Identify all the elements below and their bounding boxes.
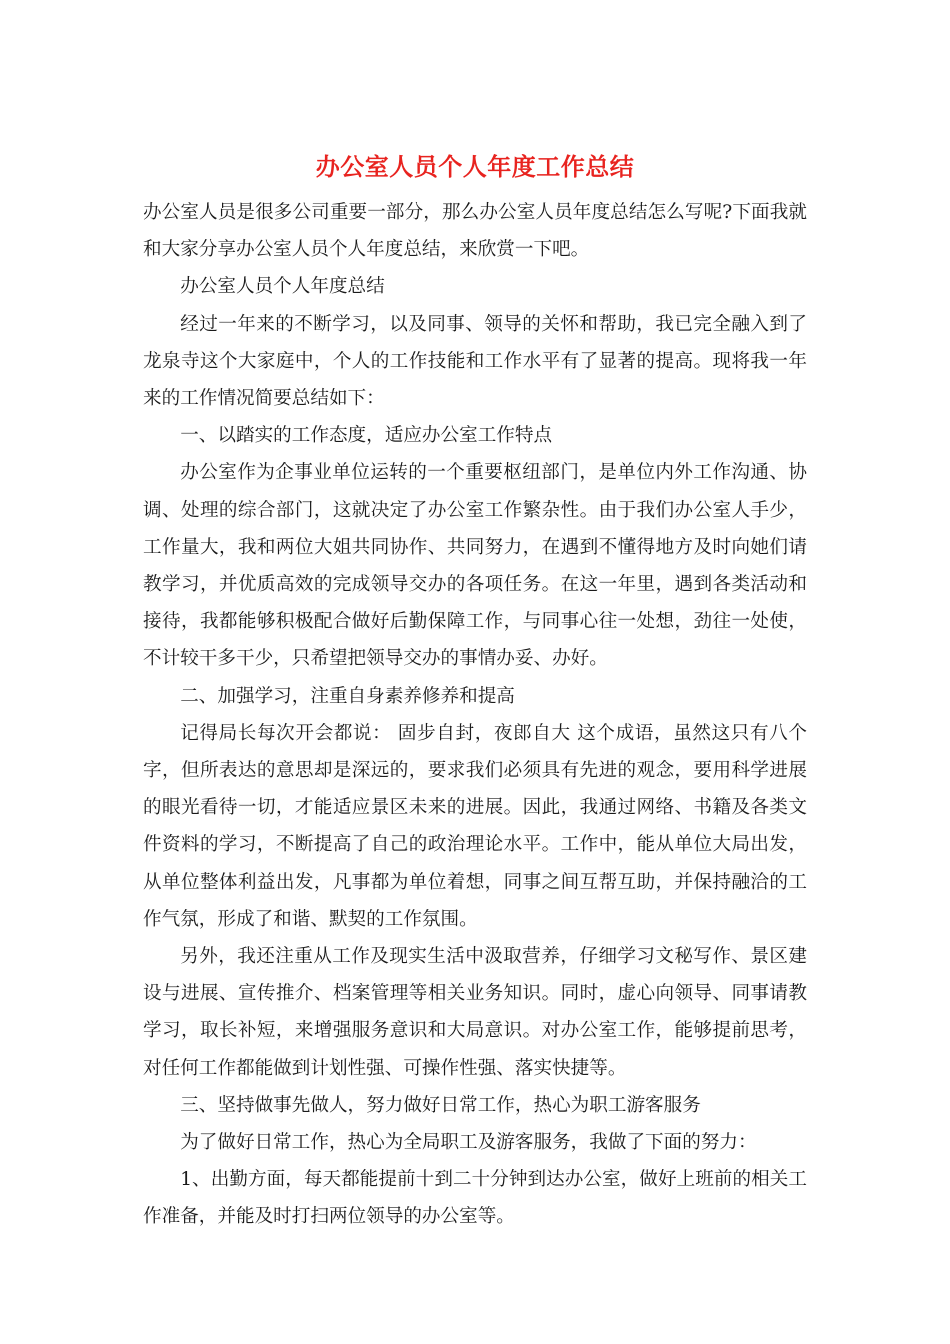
paragraph-section-1: 办公室作为企事业单位运转的一个重要枢纽部门，是单位内外工作沟通、协调、处理的综合部门，这就决定了办公室工作繁杂性。由于我们办公室人手少，工作量大，我和两位大姐共同协作、共同努力，在遇到不懂得地方及时向她们请教学习，并优质高效的完成领导交办的各项任务。在这一年里，遇到各类活动和接待，我都能够积极配合做好后勤保障工作，与同事心往一处想，劲往一处使，不计较干多干少，只希望把领导交办的事情办妥、办好。 xyxy=(143,462,807,670)
paragraph-section-2a: 记得局长每次开会都说： 固步自封，夜郎自大 这个成语，虽然这只有八个字，但所表达的意思却是深远的，要求我们必须具有先进的观念，要用科学进展的眼光看待一切，才能适应景区未来的进展。因此，我通过网络、书籍及各类文件资料的学习，不断提高了自己的政治理论水平。工作中，能从单位大局出发，从单位整体利益出发，凡事都为单位着想，同事之间互帮互助，并保持融洽的工作气氛，形成了和谐、默契的工作氛围。 xyxy=(143,722,807,930)
document-body xyxy=(143,194,807,1236)
section-heading-1: 一、以踏实的工作态度，适应办公室工作特点 xyxy=(180,425,553,447)
paragraph-section-3-item-1: 1、出勤方面，每天都能提前十到二十分钟到达办公室，做好上班前的相关工作准备，并能及时打扫两位领导的办公室等。 xyxy=(143,1169,807,1228)
paragraph-intro: 办公室人员是很多公司重要一部分，那么办公室人员年度总结怎么写呢?下面我就和大家分享办公室人员个人年度总结，来欣赏一下吧。 xyxy=(143,202,807,261)
paragraph-subtitle: 办公室人员个人年度总结 xyxy=(180,276,385,298)
section-heading-3: 三、坚持做事先做人，努力做好日常工作，热心为职工游客服务 xyxy=(180,1094,701,1116)
paragraph-section-3-intro: 为了做好日常工作，热心为全局职工及游客服务，我做了下面的努力： xyxy=(180,1132,757,1154)
paragraph-opening: 经过一年来的不断学习，以及同事、领导的关怀和帮助，我已完全融入到了龙泉寺这个大家庭中，个人的工作技能和工作水平有了显著的提高。现将我一年来的工作情况简要总结如下： xyxy=(143,313,807,410)
paragraph-section-2b: 另外，我还注重从工作及现实生活中汲取营养，仔细学习文秘写作、景区建设与进展、宣传推介、档案管理等相关业务知识。同时，虚心向领导、同事请教学习，取长补短，来增强服务意识和大局意识。对办公室工作，能够提前思考，对任何工作都能做到计划性强、可操作性强、落实快捷等。 xyxy=(143,946,807,1079)
section-heading-2: 二、加强学习，注重自身素养修养和提高 xyxy=(180,685,515,707)
document-title: 办公室人员个人年度工作总结 xyxy=(315,153,635,181)
